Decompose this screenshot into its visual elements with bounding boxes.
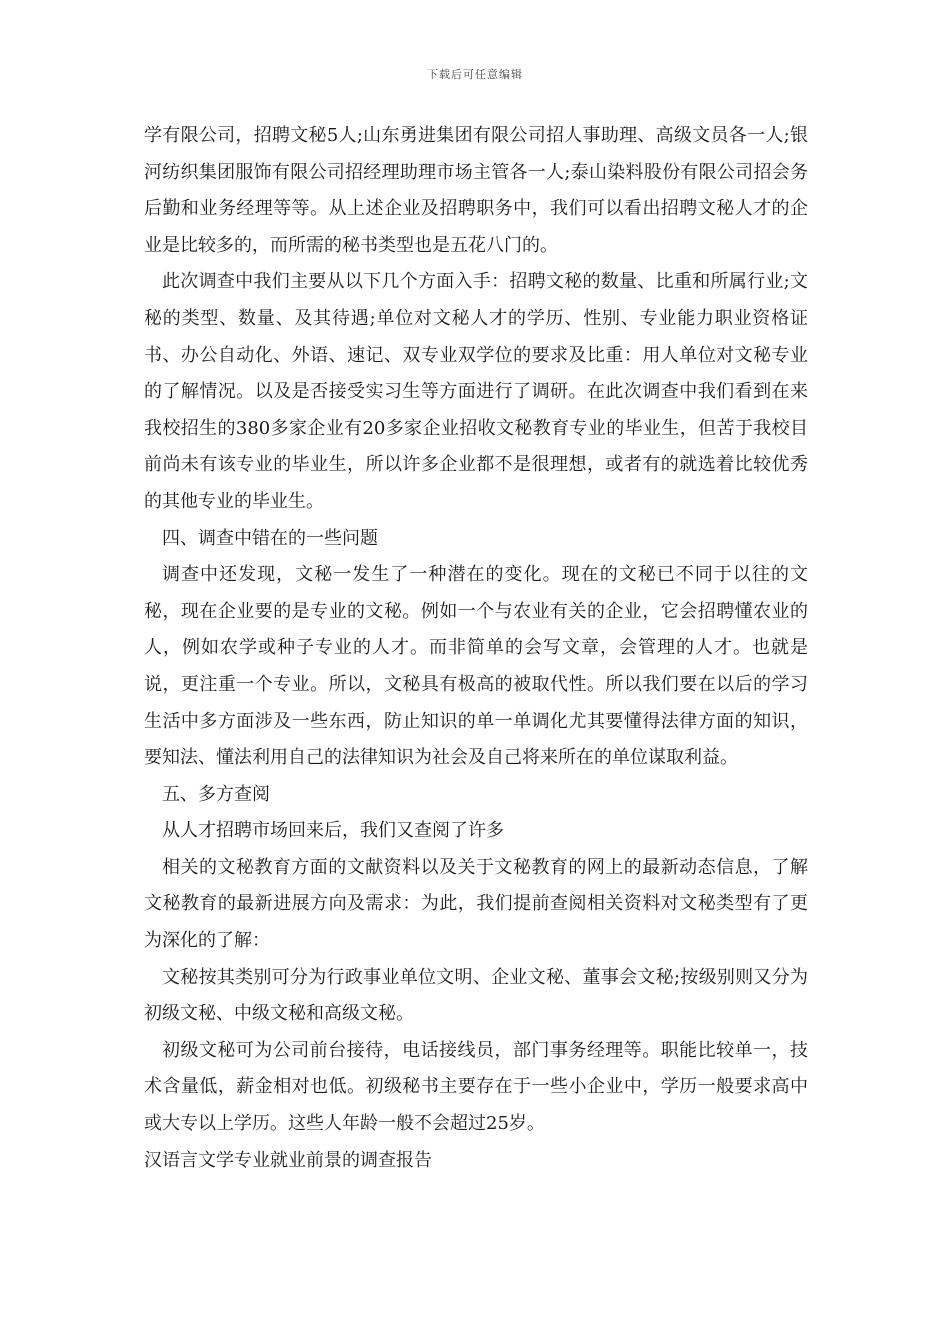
- document-body: [144, 118, 808, 1179]
- document-title: 汉语言文学专业就业前景的调查报告: [144, 1149, 432, 1171]
- paragraph: 学有限公司，招聘文秘5人;山东勇进集团有限公司招人事助理、高级文员各一人;银河纺织集团服饰有限公司招经理助理市场主管各一人;泰山染料股份有限公司招会务后勤和业务经理等等。从上述企业及招聘职务中，我们可以看出招聘文秘人才的企业是比较多的，而所需的秘书类型也是五花八门的。: [144, 125, 808, 256]
- paragraph: 此次调查中我们主要从以下几个方面入手：招聘文秘的数量、比重和所属行业;文秘的类型、数量、及其待遇;单位对文秘人才的学历、性别、专业能力职业资格证书、办公自动化、外语、速记、双专业双学位的要求及比重：用人单位对文秘专业的了解情况。以及是否接受实习生等方面进行了调研。在此次调查中我们看到在来我校招生的380多家企业有20多家企业招收文秘教育专业的毕业生，但苦于我校目前尚未有该专业的毕业生，所以许多企业都不是很理想，或者有的就选着比较优秀的其他专业的毕业生。: [144, 271, 808, 512]
- paragraph: 调查中还发现，文秘一发生了一种潜在的变化。现在的文秘已不同于以往的文秘，现在企业要的是专业的文秘。例如一个与农业有关的企业，它会招聘懂农业的人，例如农学或种子专业的人才。而非简单的会写文章，会管理的人才。也就是说，更注重一个专业。所以，文秘具有极高的被取代性。所以我们要在以后的学习生活中多方面涉及一些东西，防止知识的单一单调化尤其要懂得法律方面的知识，要知法、懂法利用自己的法律知识为社会及自己将来所在的单位谋取利益。: [144, 564, 808, 769]
- paragraph: 从人才招聘市场回来后，我们又查阅了许多: [162, 820, 504, 842]
- paragraph: 相关的文秘教育方面的文献资料以及关于文秘教育的网上的最新动态信息，了解文秘教育的最新进展方向及需求：为此，我们提前查阅相关资料对文秘类型有了更为深化的了解：: [144, 856, 808, 952]
- page-header: 下载后可任意编辑: [427, 68, 523, 81]
- paragraph: 文秘按其类别可分为行政事业单位文明、企业文秘、董事会文秘;按级别则又分为初级文秘、中级文秘和高级文秘。: [144, 966, 808, 1025]
- section-heading: 四、调查中错在的一些问题: [162, 527, 378, 549]
- paragraph: 初级文秘可为公司前台接待，电话接线员，部门事务经理等。职能比较单一，技术含量低，薪金相对也低。初级秘书主要存在于一些小企业中，学历一般要求高中或大专以上学历。这些人年龄一般不会超过25岁。: [144, 1039, 808, 1135]
- section-heading: 五、多方查阅: [162, 783, 270, 805]
